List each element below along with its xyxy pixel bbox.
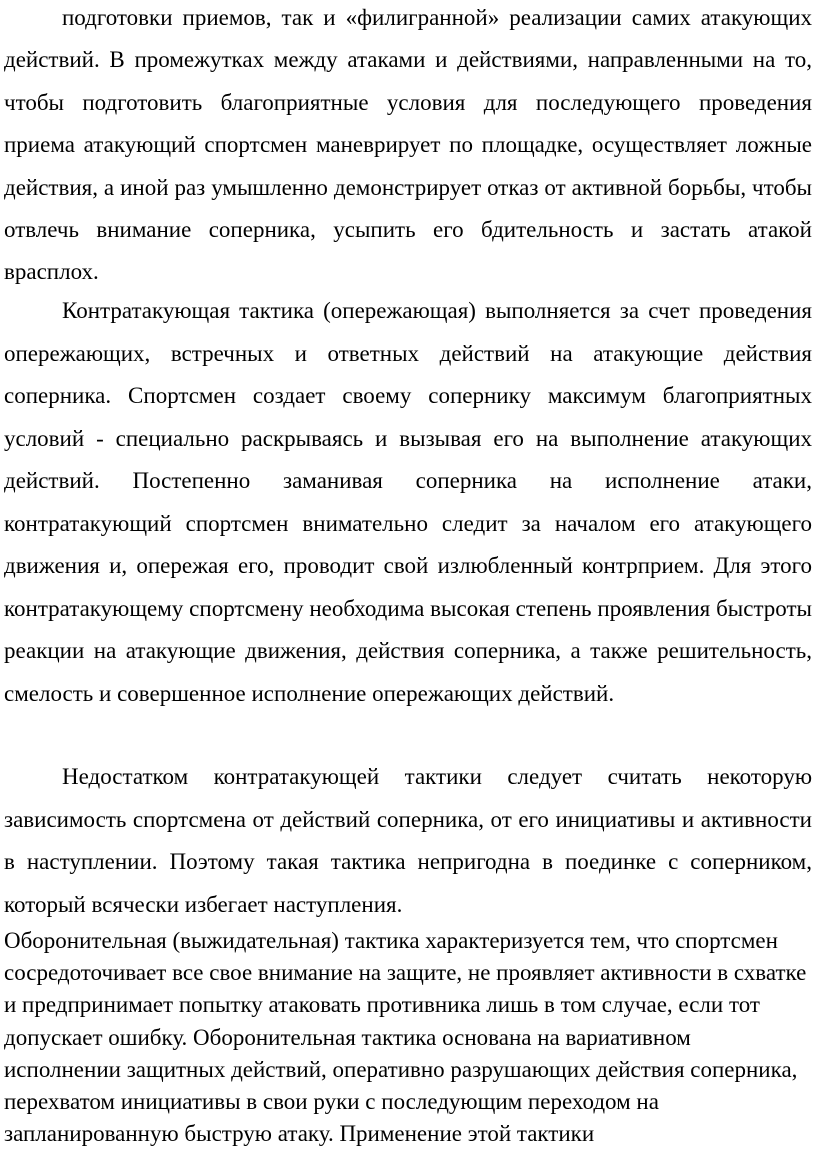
paragraph-counterattack-drawback: Недостатком контратакующей тактики следует считать некоторую зависимость спортсмена от действий соперника, от его инициативы и активности в наступлении. Поэтому такая тактика непригодна в поединке с соперником, который всячески избегает наступления. <box>4 764 812 917</box>
paragraph-defensive-tactic: Оборонительная (выжидательная) тактика характеризуется тем, что спортсмен сосредоточивает все свое внимание на защите, не проявляет активности в схватке и предпринимает попытку атаковать противника лишь в том случае, если тот допускает ошибку. Оборонительная тактика основана на вариативном исполнении защитных действий, оперативно разрушающих действия соперника, перехватом инициативы в свои руки с последующим переходом на запланированную быструю атаку. Применение этой тактики <box>4 928 807 1147</box>
paragraph-attack-continuation: подготовки приемов, так и «филигранной» реализации самих атакующих действий. В промежутках между атаками и действиями, направленными на то, чтобы подготовить благоприятные условия для последующего проведения приема атакующий спортсмен маневрирует по площадке, осуществляет ложные действия, а иной раз умышленно демонстрирует отказ от активной борьбы, чтобы отвлечь внимание соперника, усыпить его бдительность и застать атакой врасплох. <box>4 5 812 285</box>
paragraph-counterattack-tactic: Контратакующая тактика (опережающая) выполняется за счет проведения опережающих, встречных и ответных действий на атакующие действия соперника. Спортсмен создает своему сопернику максимум благоприятных условий - специально раскрываясь и вызывая его на выполнение атакующих действий. Постепенно заманивая соперника на исполнение атаки, контратакующий спортсмен внимательно следит за началом его атакующего движения и, опережая его, проводит свой излюбленный контрприем. Для этого контратакующему спортсмену необходима высокая степень проявления быстроты реакции на атакующие движения, действия соперника, а также решительность, смелость и совершенное исполнение опережающих действий. <box>4 298 812 706</box>
